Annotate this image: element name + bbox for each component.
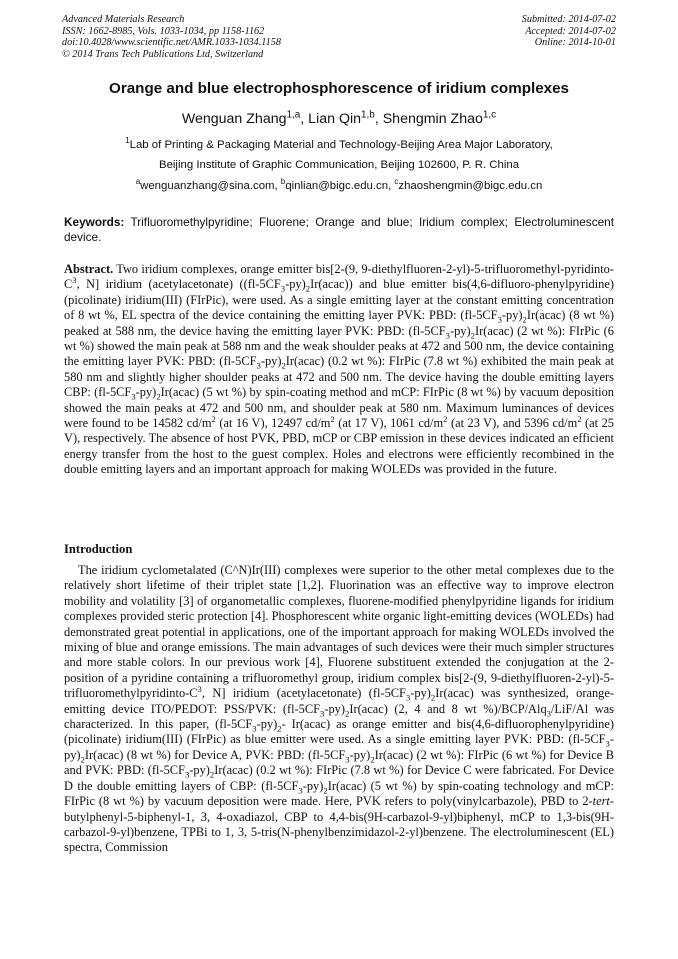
affiliation-line-2: Beijing Institute of Graphic Communication, Beijing 102600, P. R. China [158, 159, 520, 171]
introduction-text: The iridium cyclometalated (C^N)Ir(III) complexes were superior to the other metal complexes due to the relatively short lifetime of their triplet state [1,2]. Fluorination was an effective way to improve electron mobility and volatility [3] of organometallic complexes, fluorene-modified phenylpyridine ligands for iridium complexes provided steric protection [4]. Phosphorescent white organic light-emitting devices (WOLEDs) had demonstrated great potential in applications, one of the important approach for making WOLEDs involved the mixing of blue and orange emissions. The main advantages of such devices were their much simpler structures and more stable colors. In our previous work [4], Fluorene substituent extended the conjugation at the 2-position of a pyridine containing a trifluoromethyl group, iridium complex bis[2-(9, $9-diethylfluoren-2-yl)-5-trifluoromethylpyridinto-C^3$, N] iridium (acetylacetonate) $(fl-5CF_3-py)_2Ir(acac)$ was synthesized, orange-emitting device ITO/PEDOT: PSS/PVK: $(fl-5CF_3-py)_2Ir(acac)$ (2, 4 and 8 wt %)/BCP/Alq$_3$/LiF/Al was characterized. In this paper, $(fl-5CF_3-py)_2-$ Ir(acac) as orange emitter and bis(4,6-difluorophenylpyridine)(picolinate) iridium(III) (FIrPic) as blue emitter were used. As a single emitting layer PVK: PBD: $(fl-5CF_3-py)_2Ir(acac)$ (8 wt %) for Device A, PVK: PBD: $(fl-5CF_3-py)_2Ir(acac)$ (2 wt %): FIrPic (6 wt %) for Device B and PVK: PBD: $(fl-5CF_3-py)_2Ir(acac)$ (0.2 wt %): FIrPic (7.8 wt %) for Device C were fabricated. For Device D the double emitting layers of CBP: $(fl-5CF_3-py)_2Ir(acac)$ (5 wt %) by spin-coating technology and mCP: FIrPic (8 wt %) by vacuum deposition were made. Here, PVK refers to poly(vinylcarbazole), PBD to 2-tert-butylphenyl-5-biphenyl-1, 3, 4-oxadiazol, CBP to 4,4-bis(9H-carbazol-9-yl)biphenyl, mCP to 1,3-bis(9H-carbazol-9-yl)benzene, TPBi to 1, 3, 5-tris(N-phenylbenzimidazol-2-yl)benzene. The electroluminescent (EL) spectra, Commission [64, 563, 615, 855]
paper-title: Orange and blue electrophosphorescence of iridium complexes [109, 80, 569, 97]
keywords-text: Trifluoromethylpyridine; Fluorene; Orange and blue; Iridium complex; Electroluminescent device. [64, 215, 614, 244]
abstract [64, 262, 614, 478]
journal-name: Advanced Materials Research [62, 14, 185, 25]
doi-line[interactable]: doi:10.4028/www.scientific.net/AMR.1033-1034.1158 [62, 37, 281, 49]
issn-line: ISSN: 1662-8985, Vols. 1033-1034, pp 1158-1162 [62, 25, 265, 37]
abstract-label: Abstract. [64, 262, 114, 276]
accepted-date: Accepted: 2014-07-02 [525, 25, 616, 37]
keywords [64, 215, 614, 244]
copyright-line: © 2014 Trans Tech Publications Ltd, Switzerland [62, 48, 264, 60]
dates-header [522, 14, 616, 49]
author-list: Wenguan Zhang$^{1,a}$, Lian Qin$^{1,b}$, Shengmin Zhao$^{1,c}$ [181, 109, 497, 127]
submitted-date: Submitted: 2014-07-02 [521, 14, 616, 25]
keywords-label: Keywords: [64, 215, 125, 229]
introduction-heading: Introduction [64, 542, 133, 556]
abstract-text: Two iridium complexes, orange emitter bis[2-(9, $9-diethylfluoren-2-yl)-5-trifluoromethyl-pyridinto-C^3$, N] iridium (acetylacetonate) $((fl-5CF_3-py)_2Ir(acac))$ and blue emitter bis(4,6-difluoro-phenylpyridine)(picolinate) iridium(III) (FIrPic), were used. As a single emitting layer at the constant emitting concentration of 8 wt %, EL spectra of the device containing the emitting layer PVK: PBD: $(fl-5CF_3-py)_2Ir(acac)$ (8 wt %) peaked at 588 nm, the device having the emitting layer PVK: PBD: $(fl-5CF_3-py)_2Ir(acac)$ (2 wt %): FIrPic (6 wt %) showed the main peak at 588 nm and the weak shoulder peaks at 472 and 500 nm, the device containing the emitting layer PVK: PBD: $(fl-5CF_3-py)_2Ir(acac)$ (0.2 wt %): FIrPic (7.8 wt %) exhibited the main peak at 580 nm and slightly higher shoulder peaks at 472 and 500 nm. The device having the double emitting layers CBP: $(fl-5CF_3-py)_2Ir(acac)$ (5 wt %) by spin-coating method and mCP: FIrPic (8 wt %) by vacuum deposition showed the main peaks at 472 and 500 nm, and shoulder peak at 580 nm. Maximum luminances of devices were found to be 14582 $cd/m^2$ (at 16 V), 12497 $cd/m^2$ (at 17 V), 1061 $cd/m^2$ (at 23 V), and 5396 $cd/m^2$ (at 25 V), respectively. The absence of host PVK, PBD, mCP or CBP emission in these devices indicated an efficient energy transfer from the host to the guest complex. Holes and electrons were efficiently recombined in the double emitting layers and an important approach for making WOLEDs was provided in the future. [64, 262, 614, 477]
online-date: Online: 2014-10-01 [534, 37, 616, 49]
affiliation-line-1: $^1$Lab of Printing & Packaging Material and Technology-Beijing Area Major Laboratory, [125, 136, 553, 151]
author-emails[interactable]: $^a$wenguanzhang@sina.com, $^b$qinlian@bigc.edu.cn, $^c$zhaoshengmin@bigc.edu.cn [135, 177, 543, 192]
journal-header [62, 14, 281, 60]
